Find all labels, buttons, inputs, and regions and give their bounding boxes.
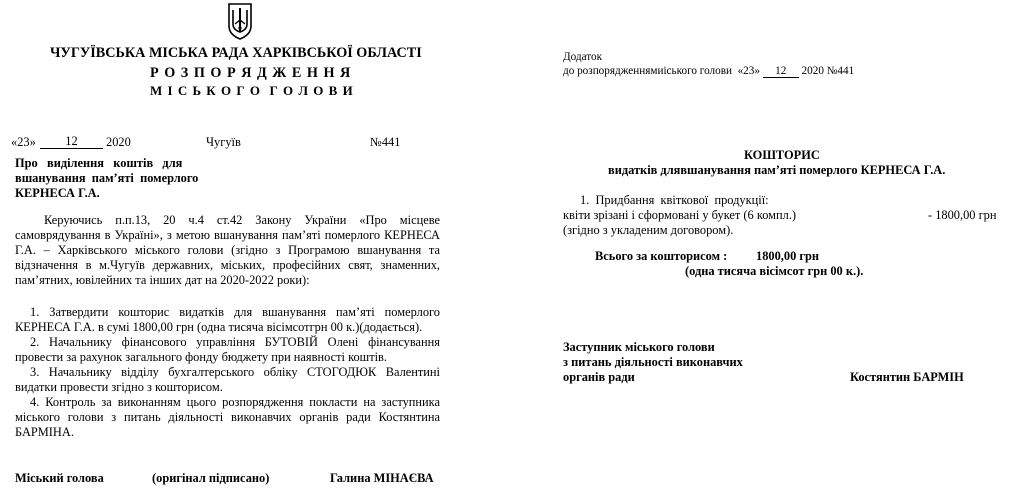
document-issuer: М І С Ь К О Г О Г О Л О В И — [150, 83, 354, 98]
signatory-title-line: з питань діяльності виконавчих — [563, 355, 743, 369]
subject-line: вшанування пам’яті померлого — [15, 171, 199, 185]
annex-reference — [563, 64, 854, 79]
annex-ref-mid: іського голови «23» — [663, 65, 760, 77]
signatory-title-line: Заступник міського голови — [563, 340, 715, 354]
preamble-line: відзначення в м.Чугуїв державних, міських, професійних свят, знаменних, — [15, 258, 440, 272]
preamble-line: Г.А. – Харківського міського голови (згідно з Програмою вшанування та — [15, 243, 440, 257]
date-month: 12 — [40, 135, 103, 149]
estimate-item-amount: - 1800,00 грн — [928, 208, 997, 222]
annex-ref-prefix: до розпорядженнями — [563, 65, 664, 77]
preamble-line: Керуючись п.п.13, 20 ч.4 ст.42 Закону України «Про місцеве — [44, 213, 440, 227]
order-number: №441 — [370, 135, 401, 149]
order-item-line: 4. Контроль за виконанням цього розпорядження покласти на заступника — [30, 395, 440, 409]
order-item-line: 2. Начальнику фінансового управління БУТОВІЙ Олені фінансування — [30, 335, 440, 349]
signature-position: Міський голова — [15, 471, 104, 485]
total-label: Всього за кошторисом : — [595, 249, 728, 263]
total-in-words: (одна тисяча вісімсот грн 00 к.). — [685, 264, 864, 278]
order-item-line: 3. Начальнику відділу бухгалтерського обліку СТОГОДЮК Валентині — [30, 365, 440, 379]
order-item-line: КЕРНЕСА Г.А. в сумі 1800,00 грн (одна тисяча вісімсотгрн 00 к.)(додається). — [15, 320, 423, 334]
date-city: Чугуїв — [206, 135, 241, 149]
signature-name: Галина МІНАЄВА — [330, 471, 434, 485]
date-year: 2020 — [106, 135, 131, 149]
order-item-line: міського голови з питань діяльності виконавчих органів ради Костянтина — [15, 410, 440, 424]
total-value: 1800,00 грн — [756, 249, 820, 263]
signatory-title-line: органів ради — [563, 370, 635, 384]
order-item-line: видатки провести згідно з кошторисом. — [15, 380, 223, 394]
document-type: Р О З П О Р Я Д Ж Е Н Н Я — [150, 65, 352, 81]
subject-line: КЕРНЕСА Г.А. — [15, 186, 100, 200]
annex-ref-month: 12 — [763, 66, 799, 78]
estimate-item-line: (згідно з укладеним договором). — [563, 223, 734, 237]
annex-ref-year: 2020 №441 — [801, 65, 855, 77]
estimate-subheading: видатків длявшанування пам’яті померлого КЕРНЕСА Г.А. — [608, 163, 946, 177]
council-title: ЧУГУЇВСЬКА МІСЬКА РАДА ХАРКІВСЬКОЇ ОБЛАСТІ — [50, 45, 422, 61]
estimate-heading: КОШТОРИС — [744, 148, 820, 162]
annex-title: Додаток — [563, 51, 603, 63]
order-item-line: 1. Затвердити кошторис видатків для вшанування пам’яті померлого — [30, 305, 440, 319]
order-item-line: БАРМІНА. — [15, 425, 74, 439]
signatory-name: Костянтин БАРМІН — [850, 370, 964, 384]
estimate-item-line: 1. Придбання квіткової продукції: — [580, 193, 769, 207]
estimate-item-line: квіти зрізані і сформовані у букет (6 компл.) — [563, 208, 797, 222]
order-item-line: провести за рахунок загального фонду бюджету при наявності коштів. — [15, 350, 387, 364]
signature-note: (оригінал підписано) — [152, 471, 270, 485]
preamble-line: пам’ятних, ювілейних та інших дат на 2020-2022 роки): — [15, 273, 310, 287]
trident-emblem-icon — [226, 2, 254, 40]
preamble-line: самоврядування в Україні», з метою вшанування пам’яті померлого КЕРНЕСА — [15, 228, 440, 242]
date-day: «23» — [11, 135, 36, 149]
subject-line: Про виділення коштів для — [15, 156, 183, 170]
